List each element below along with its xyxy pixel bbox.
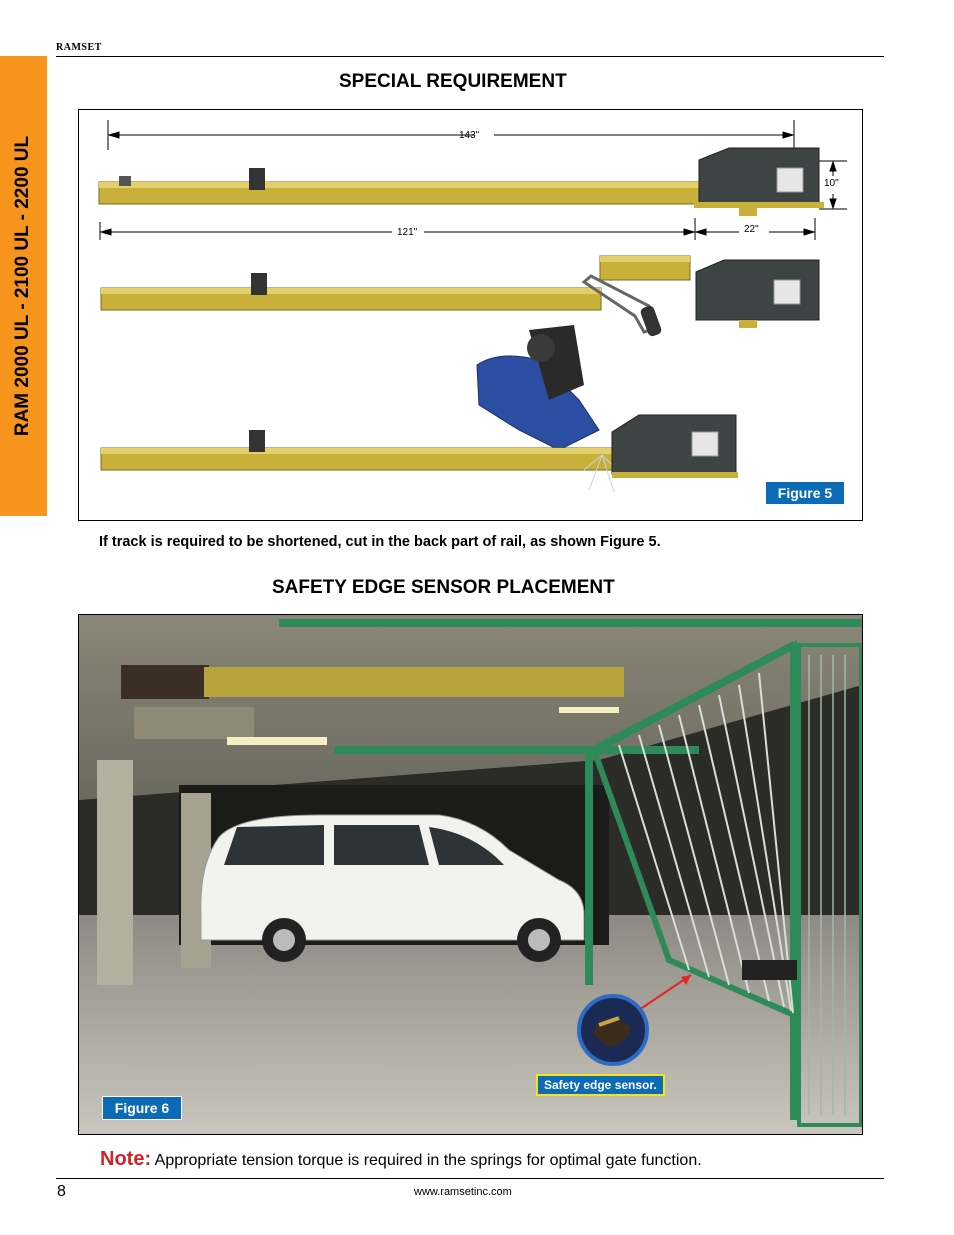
- page-number: 8: [57, 1183, 66, 1200]
- note: [100, 1148, 702, 1171]
- dimension-total-length: 143": [459, 130, 480, 141]
- header-rule: [56, 56, 884, 57]
- footer-rule: [56, 1178, 884, 1179]
- figure-6-label: Figure 6: [102, 1096, 182, 1120]
- safety-edge-sensor-label: Safety edge sensor.: [536, 1074, 665, 1096]
- figure-5-label: Figure 5: [765, 481, 845, 505]
- dimension-unit-length: 22": [744, 224, 759, 235]
- note-text: Appropriate tension torque is required in the springs for optimal gate function.: [154, 1152, 702, 1169]
- footer-url: www.ramsetinc.com: [414, 1186, 512, 1198]
- dimension-height: 10": [824, 178, 839, 189]
- section1-caption: If track is required to be shortened, cut in the back part of rail, as shown Figure 5.: [99, 534, 661, 550]
- figure-5-illustration: [79, 110, 862, 520]
- sidebar-tab: [0, 56, 47, 516]
- figure-6-photo: [79, 615, 862, 1134]
- note-label: Note:: [100, 1148, 152, 1170]
- sidebar-title: RAM 2000 UL - 2100 UL - 2200 UL: [12, 135, 33, 437]
- dimension-track-length: 121": [397, 227, 418, 238]
- section-title-safety-edge: SAFETY EDGE SENSOR PLACEMENT: [272, 577, 615, 598]
- figure-6: [78, 614, 863, 1135]
- figure-5: [78, 109, 863, 521]
- section-title-special-requirement: SPECIAL REQUIREMENT: [339, 71, 567, 92]
- brand-name: RAMSET: [56, 42, 102, 53]
